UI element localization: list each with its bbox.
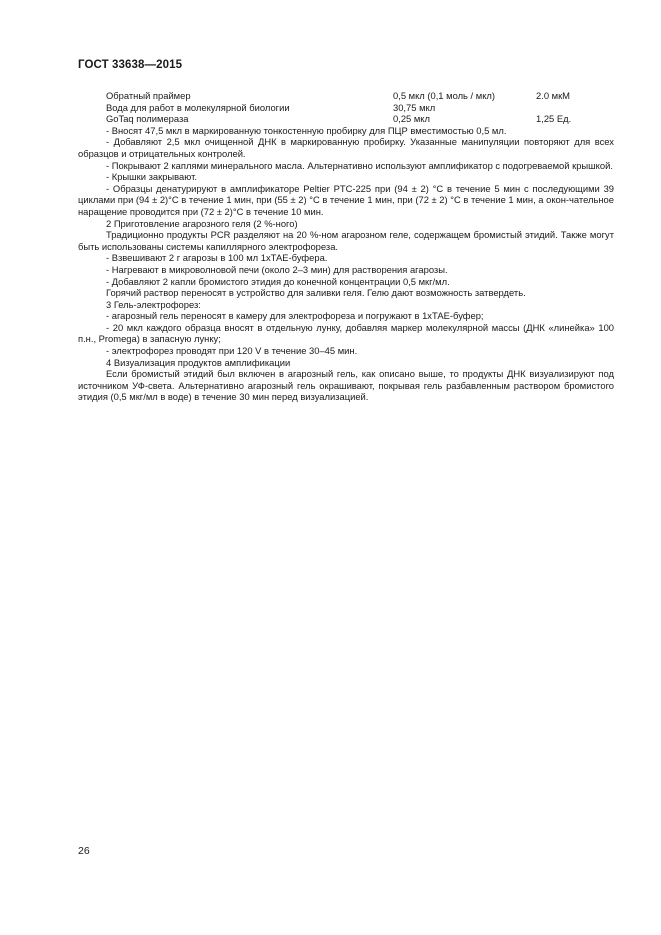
section-heading: 4 Визуализация продуктов амплификации — [106, 356, 291, 368]
reagent-row — [78, 113, 614, 125]
reagent-row — [78, 90, 614, 102]
reagent-name: Вода для работ в молекулярной биологии — [106, 101, 290, 113]
list-item: - Крышки закрывают. — [106, 171, 197, 183]
list-item: - Покрывают 2 каплями минерального масла. Альтернативно используют амплификатор с подогреваемой крышкой. — [106, 159, 613, 171]
list-item: - Добавляют 2,5 мкл очищенной ДНК в маркированную пробирку. Указанные манипуляции повторяют для всех образцов и отрицательных контролей. — [78, 136, 614, 159]
reagent-concentration: 1,25 Ед. — [536, 113, 572, 125]
list-item: - Взвешивают 2 г агарозы в 100 мл 1хТАЕ-буфера. — [106, 252, 328, 264]
document-body — [78, 90, 614, 403]
list-item: - Вносят 47,5 мкл в маркированную тонкостенную пробирку для ПЦР вместимостью 0,5 мл. — [106, 124, 507, 136]
reagent-concentration: 2.0 мкМ — [536, 90, 570, 101]
section-heading: 2 Приготовление агарозного геля (2 %-ного) — [106, 217, 298, 229]
section-heading: 3 Гель-электрофорез: — [106, 298, 201, 310]
page-number: 26 — [78, 845, 90, 857]
paragraph: Если бромистый этидий был включен в агарозный гель, как описано выше, то продукты ДНК визуализируют под источником УФ-света. Альтернативно агарозный гель окрашивают, покрывая гель разбавленным раствором бромистого этидия (0,5 мкг/мл в воде) в течение 30 мин перед визуализацией. — [78, 368, 614, 403]
paragraph: Традиционно продукты PCR разделяют на 20 %-ном агарозном геле, содержащем бромистый этидий. Также могут быть использованы системы капиллярного электрофореза. — [78, 229, 614, 252]
list-item: - Нагревают в микроволновой печи (около 2–3 мин) для растворения агарозы. — [106, 263, 448, 275]
reagent-amount: 30,75 мкл — [393, 101, 436, 113]
list-item: - электрофорез проводят при 120 V в течение 30–45 мин. — [106, 345, 358, 357]
document-header: ГОСТ 33638—2015 — [78, 59, 183, 71]
reagent-row — [78, 102, 614, 114]
reagent-name: GoTaq полимераза — [106, 113, 189, 125]
reagent-name: Обратный праймер — [106, 90, 191, 101]
list-item: - Добавляют 2 капли бромистого этидия до конечной концентрации 0,5 мкг/мл. — [106, 275, 450, 287]
list-item: - агарозный гель переносят в камеру для электрофореза и погружают в 1хТАЕ-буфер; — [106, 310, 484, 322]
reagent-amount: 0,5 мкл (0,1 моль / мкл) — [393, 90, 495, 101]
paragraph: Горячий раствор переносят в устройство для заливки геля. Гелю дают возможность затвердеть. — [106, 287, 526, 299]
list-item: - Образцы денатурируют в амплификаторе Peltier PTC-225 при (94 ± 2) °С в течение 5 мин с последующими 39 циклами при (94 ± 2)°С в течение 1 мин, при (55 ± 2) °С в течение 1 мин, при (72 ± 2) °С в течение 1 мин, а окон-чательное наращение проводится при (72 ± 2)°С в течение 10 мин. — [78, 182, 614, 217]
reagent-amount: 0,25 мкл — [393, 113, 430, 125]
list-item: - 20 мкл каждого образца вносят в отдельную лунку, добавляя маркер молекулярной массы (ДНК «линейка» 100 п.н., Promega) в запасную лунку; — [78, 321, 614, 345]
